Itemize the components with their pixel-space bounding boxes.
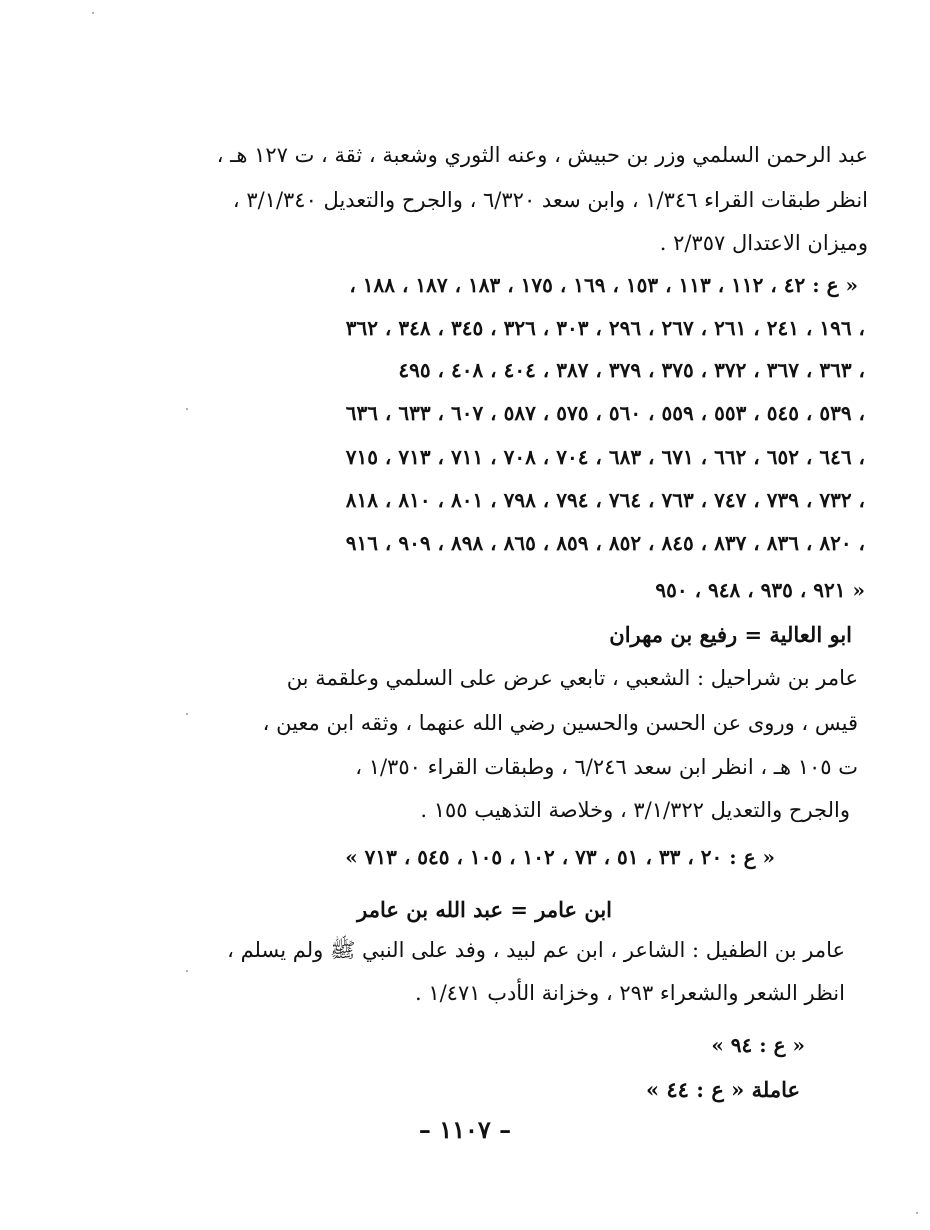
scan-speck — [186, 970, 188, 972]
page-references-line: « ع : ٢٠ ، ٣٣ ، ٥١ ، ٧٣ ، ١٠٢ ، ١٠٥ ، ٥٤٥ ، ٧١٣ » — [345, 845, 775, 869]
page-references-line: ٥٣٩ ، ٥٤٥ ، ٥٥٣ ، ٥٥٩ ، ٥٦٠ ، ٥٧٥ ، ٥٨٧ ، ٦٠٧ ، ٦٣٣ ، ٦٣٦ ، — [345, 401, 865, 425]
scan-speck — [92, 12, 94, 14]
entry-text-line: عبد الرحمن السلمي وزر بن حبيش ، وعنه الثوري وشعبة ، ثقة ، ت ١٢٧ هـ ، — [216, 143, 868, 167]
scan-speck — [186, 713, 188, 715]
page-number: – ١١٠٧ – — [418, 1115, 512, 1144]
entry-text-line: ت ١٠٥ هـ ، انظر ابن سعد ٦/٢٤٦ ، وطبقات القراء ١/٣٥٠ ، — [355, 755, 858, 779]
entry-text-line: وميزان الاعتدال ٢/٣٥٧ . — [659, 231, 868, 255]
page-references-line: ١٩٦ ، ٢٤١ ، ٢٦١ ، ٢٦٧ ، ٢٩٦ ، ٣٠٣ ، ٣٢٦ ، ٣٤٥ ، ٣٤٨ ، ٣٦٢ ، — [345, 316, 865, 340]
page-references-line: ٧٣٢ ، ٧٣٩ ، ٧٤٧ ، ٧٦٣ ، ٧٦٤ ، ٧٩٤ ، ٧٩٨ ، ٨٠١ ، ٨١٠ ، ٨١٨ ، — [345, 488, 865, 512]
page-references-line: « ع : ٩٤ » — [711, 1033, 805, 1057]
entry-text-line: انظر طبقات القراء ١/٣٤٦ ، وابن سعد ٦/٣٢٠ ، والجرح والتعديل ٣/١/٣٤٠ ، — [232, 188, 868, 212]
page-references-line: ٨٢٠ ، ٨٣٦ ، ٨٣٧ ، ٨٤٥ ، ٨٥٢ ، ٨٥٩ ، ٨٦٥ ، ٨٩٨ ، ٩٠٩ ، ٩١٦ ، — [345, 531, 865, 555]
page-references-line: ٦٤٦ ، ٦٥٢ ، ٦٦٢ ، ٦٧١ ، ٦٨٣ ، ٧٠٤ ، ٧٠٨ ، ٧١١ ، ٧١٣ ، ٧١٥ ، — [345, 445, 865, 469]
scan-speck — [186, 408, 188, 410]
entry-text-line: قيس ، وروى عن الحسن والحسين رضي الله عنهما ، وثقه ابن معين ، — [262, 711, 858, 735]
entry-heading: ابن عامر = عبد الله بن عامر — [357, 897, 612, 922]
page-references-line: ٣٦٣ ، ٣٦٧ ، ٣٧٢ ، ٣٧٥ ، ٣٧٩ ، ٣٨٧ ، ٤٠٤ ، ٤٠٨ ، ٤٩٥ ، — [398, 358, 865, 382]
entry-text-line: والجرح والتعديل ٣/١/٣٢٢ ، وخلاصة التذهيب ١٥٥ . — [420, 798, 850, 822]
page-references-line: « ع : ٤٢ ، ١١٢ ، ١١٣ ، ١٥٣ ، ١٦٩ ، ١٧٥ ، ١٨٣ ، ١٨٧ ، ١٨٨ ، — [349, 273, 858, 297]
entry-text-line: عامر بن الطفيل : الشاعر ، ابن عم لبيد ، وفد على النبي ﷺ ولم يسلم ، — [227, 938, 845, 962]
scan-speck — [916, 1212, 918, 1214]
entry-text-line: عامر بن شراحيل : الشعبي ، تابعي عرض على السلمي وعلقمة بن — [286, 666, 858, 690]
entry-text-line: انظر الشعر والشعراء ٢٩٣ ، وخزانة الأدب ١/٤٧١ . — [414, 981, 845, 1005]
page-references-line: ٩٢١ ، ٩٣٥ ، ٩٤٨ ، ٩٥٠ » — [655, 578, 865, 602]
entry-heading: ابو العالية = رفيع بن مهران — [609, 622, 852, 647]
entry-heading: عاملة « ع : ٤٤ » — [645, 1077, 800, 1102]
